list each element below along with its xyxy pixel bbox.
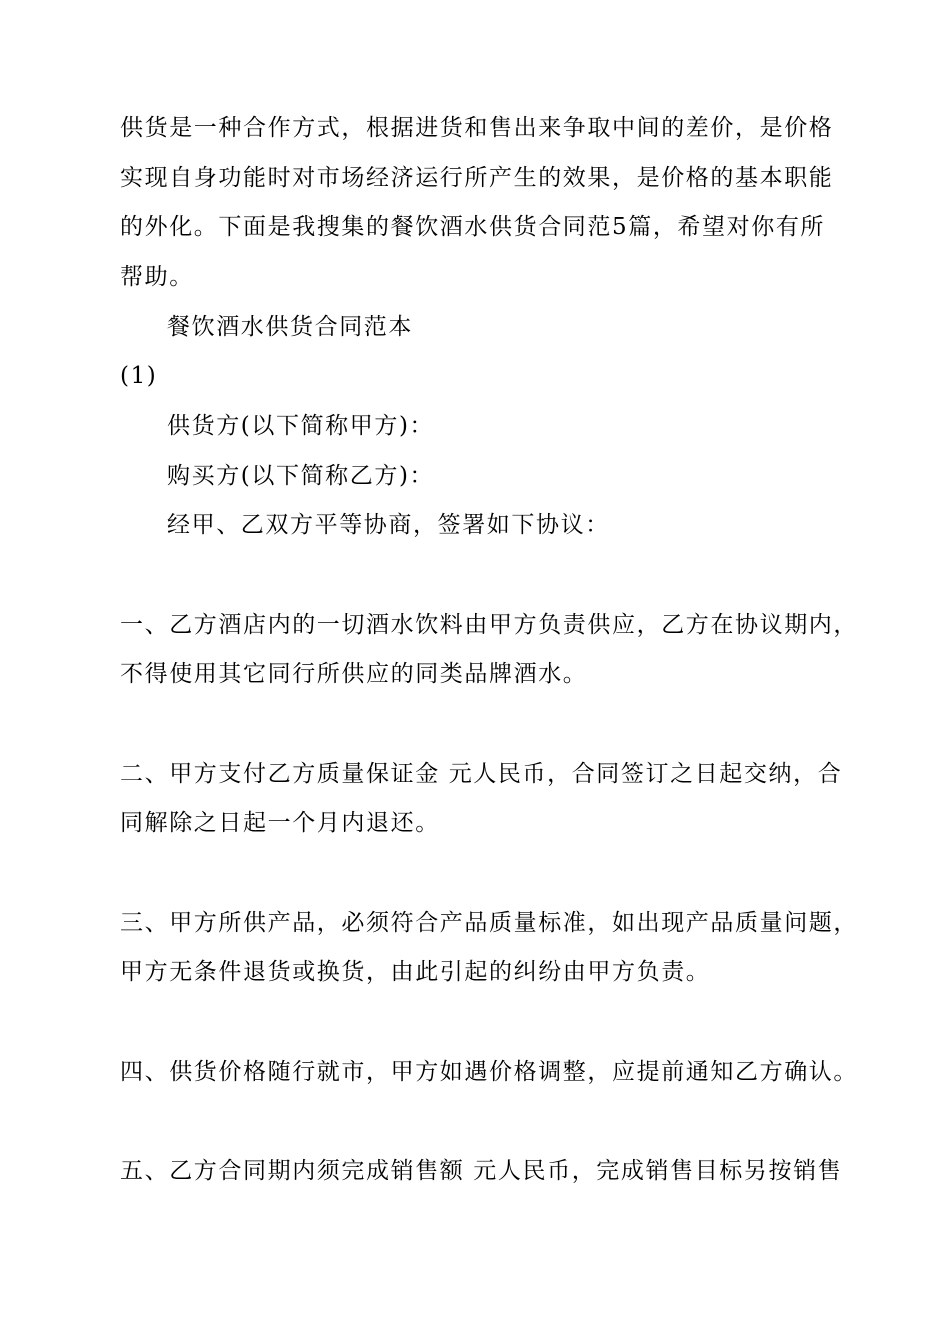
clause-3-line-1: 三、甲方所供产品，必须符合产品质量标准，如出现产品质量问题， (120, 910, 858, 936)
document-number: (1) (120, 363, 158, 389)
intro-line-4: 帮助。 (120, 264, 194, 290)
clause-4-line-1: 四、供货价格随行就市，甲方如遇价格调整，应提前通知乙方确认。 (120, 1059, 858, 1085)
clause-2-line-2: 同解除之日起一个月内退还。 (120, 810, 440, 836)
clause-1-line-1: 一、乙方酒店内的一切酒水饮料由甲方负责供应，乙方在协议期内， (120, 612, 858, 638)
intro-line-1: 供货是一种合作方式，根据进货和售出来争取中间的差价，是价格 (120, 115, 834, 141)
clause-2-line-1: 二、甲方支付乙方质量保证金 元人民币，合同签订之日起交纳，合 (120, 761, 843, 787)
clause-5-line-1: 五、乙方合同期内须完成销售额 元人民币，完成销售目标另按销售 (120, 1158, 843, 1184)
intro-line-2: 实现自身功能时对市场经济运行所产生的效果，是价格的基本职能 (120, 165, 834, 191)
clause-3-line-2: 甲方无条件退货或换货，由此引起的纠纷由甲方负责。 (120, 959, 711, 985)
clause-1-line-2: 不得使用其它同行所供应的同类品牌酒水。 (120, 661, 588, 687)
party-a-line: 供货方(以下简称甲方)： (167, 413, 435, 439)
agreement-line: 经甲、乙双方平等协商，签署如下协议： (167, 512, 610, 538)
document-title: 餐饮酒水供货合同范本 (167, 314, 413, 340)
intro-line-3: 的外化。下面是我搜集的餐饮酒水供货合同范5篇，希望对你有所 (120, 214, 826, 240)
party-b-line: 购买方(以下简称乙方)： (167, 463, 435, 489)
